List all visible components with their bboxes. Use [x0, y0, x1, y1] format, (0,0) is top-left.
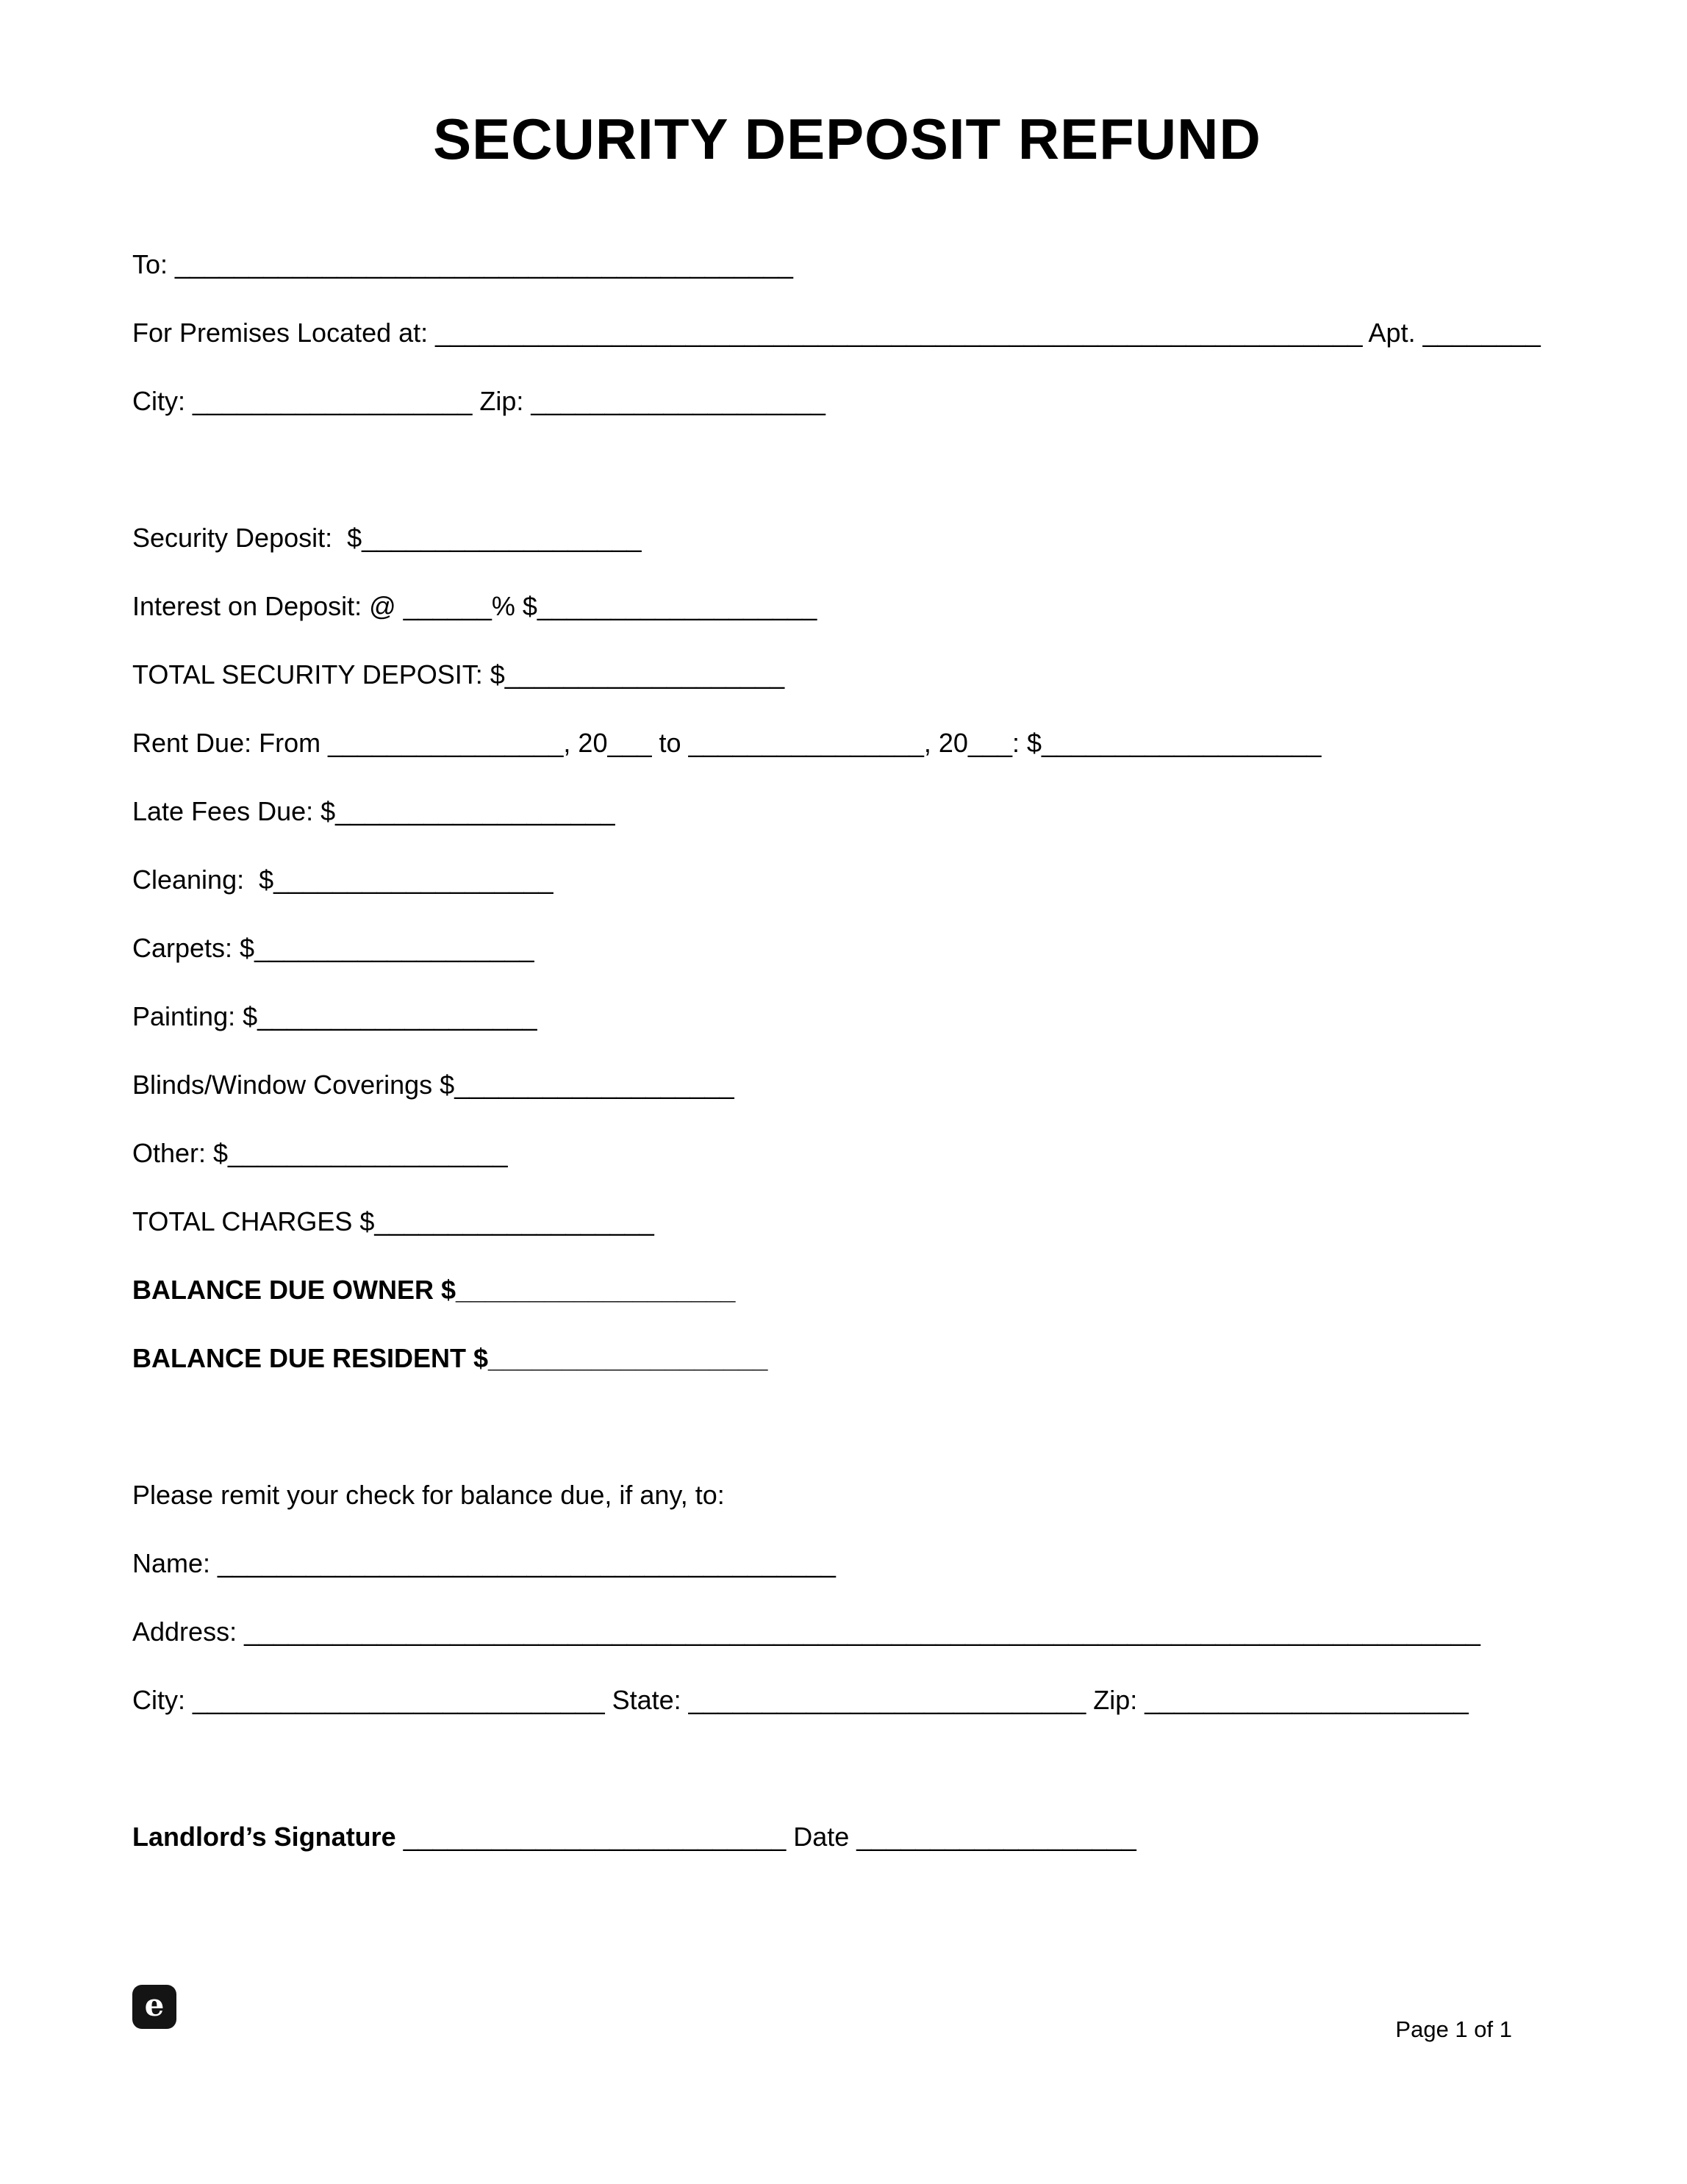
signature-line: [132, 1822, 1562, 1852]
field-balance-due-resident: BALANCE DUE RESIDENT $___________________: [132, 1343, 768, 1373]
field-blinds-window-coverings: Blinds/Window Coverings $___________________: [132, 1070, 734, 1100]
signature-date-blanks: __________________________ Date ___________________: [395, 1822, 1136, 1852]
eforms-logo: [132, 1985, 176, 2029]
document-title: SECURITY DEPOSIT REFUND: [433, 107, 1261, 171]
field-painting: Painting: $___________________: [132, 1001, 537, 1031]
eforms-logo-letter: e: [144, 1987, 165, 2023]
field-cleaning: Cleaning: $___________________: [132, 864, 554, 895]
field-to: To: __________________________________________: [132, 249, 793, 279]
field-remit-address: Address: ____________________________________________________________________________________: [132, 1616, 1480, 1647]
field-remit-city-state-zip: City: ____________________________ State: ___________________________ Zip: ______________________: [132, 1685, 1469, 1715]
field-late-fees-due: Late Fees Due: $___________________: [132, 796, 615, 826]
field-carpets: Carpets: $___________________: [132, 933, 534, 963]
field-city-zip: City: ___________________ Zip: ____________________: [132, 386, 825, 416]
remit-instruction: Please remit your check for balance due, if any, to:: [132, 1480, 725, 1510]
field-remit-name: Name: __________________________________________: [132, 1548, 836, 1578]
field-security-deposit: Security Deposit: $___________________: [132, 523, 642, 553]
field-other: Other: $___________________: [132, 1138, 508, 1168]
field-total-charges: TOTAL CHARGES $___________________: [132, 1206, 654, 1236]
field-total-security-deposit: TOTAL SECURITY DEPOSIT: $___________________: [132, 659, 785, 690]
landlord-signature-label: Landlord’s Signature: [132, 1822, 396, 1852]
field-balance-due-owner: BALANCE DUE OWNER $___________________: [132, 1275, 736, 1305]
field-premises: For Premises Located at: _______________________________________________________________ Apt. ________: [132, 318, 1541, 348]
field-rent-due: Rent Due: From ________________, 20___ to ________________, 20___: $___________________: [132, 728, 1322, 758]
page-number: Page 1 of 1: [1395, 2016, 1512, 2042]
field-interest-on-deposit: Interest on Deposit: @ ______% $___________________: [132, 591, 817, 621]
